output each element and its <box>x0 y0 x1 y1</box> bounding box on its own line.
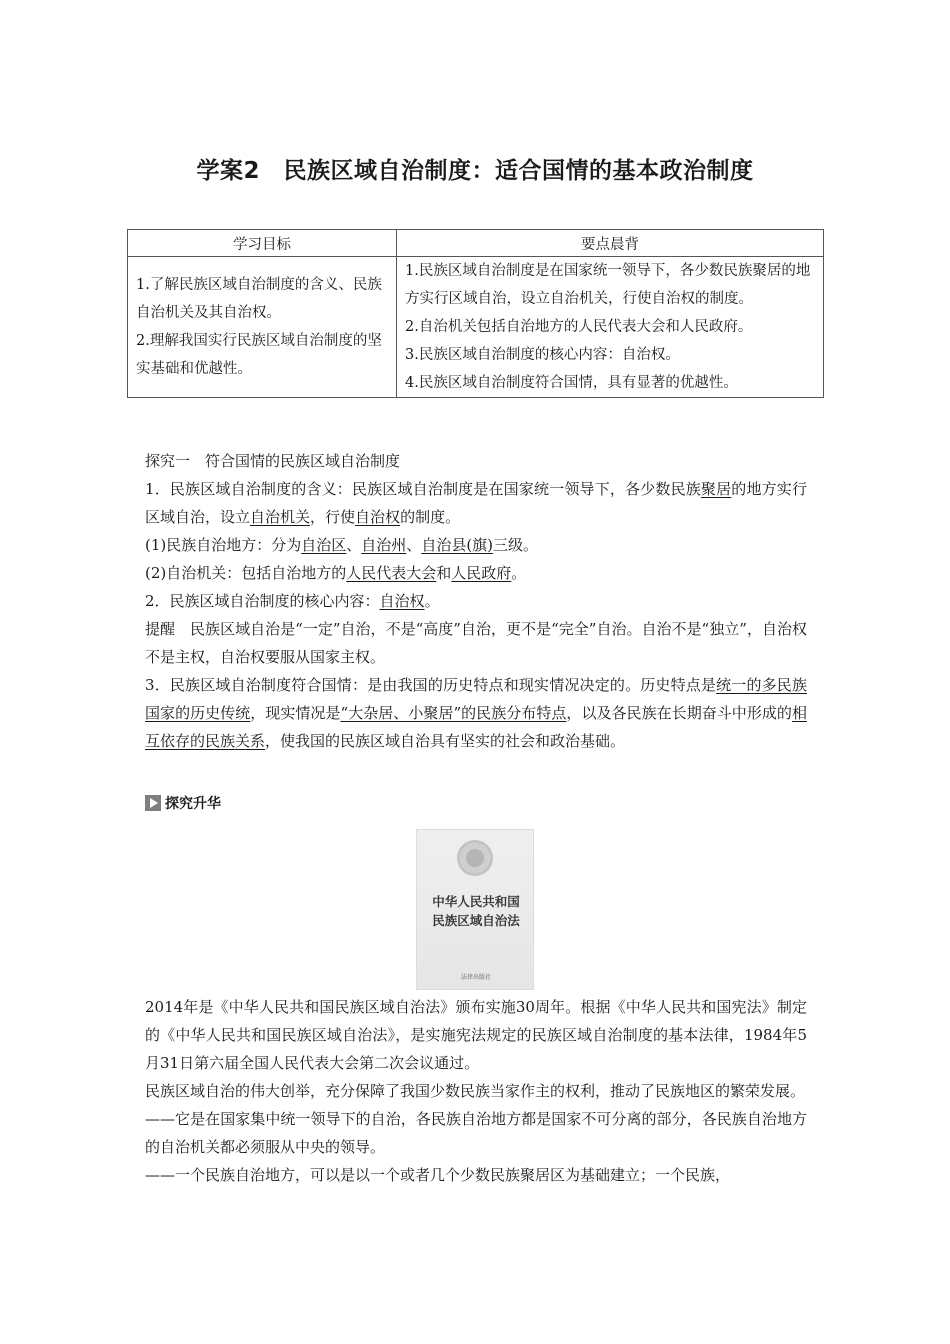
goals-cell <box>128 257 397 398</box>
underlined-term: 自治县(旗) <box>421 536 494 554</box>
paragraph: (1)民族自治地方：分为自治区、自治州、自治县(旗)三级。 <box>145 536 539 554</box>
underlined-term: 人民代表大会 <box>346 564 437 582</box>
book-title: 中华人民共和国 民族区域自治法 <box>432 894 520 928</box>
reminder-paragraph: 提醒 民族区域自治是“一定”自治，不是“高度”自治，更不是“完全”自治。自治不是“独立”，自治权不是主权，自治权要服从国家主权。 <box>145 620 807 666</box>
paragraph: 1．民族区域自治制度的含义：民族区域自治制度是在国家统一领导下，各少数民族聚居的地方实行区域自治，设立自治机关，行使自治权的制度。 <box>145 480 807 526</box>
paragraph: (2)自治机关：包括自治地方的人民代表大会和人民政府。 <box>145 564 527 582</box>
play-triangle-icon <box>145 795 161 811</box>
paragraph: ——它是在国家集中统一领导下的自治，各民族自治地方都是国家不可分离的部分，各民族自治地方的自治机关都必须服从中央的领导。 <box>145 1110 807 1156</box>
underlined-term: 自治权 <box>355 508 401 526</box>
paragraph: 3．民族区域自治制度符合国情：是由我国的历史特点和现实情况决定的。历史特点是统一的多民族国家的历史传统，现实情况是“大杂居、小聚居”的民族分布特点，以及各民族在长期奋斗中形成的相互依存的民族关系，使我国的民族区域自治具有坚实的社会和政治基础。 <box>145 676 807 750</box>
point-item: 4.民族区域自治制度符合国情，具有显著的优越性。 <box>405 375 738 391</box>
paragraph: 2．民族区域自治制度的核心内容：自治权。 <box>145 592 440 610</box>
section-two-label: 探究升华 <box>145 793 221 813</box>
points-cell <box>397 257 824 398</box>
paragraph: 民族区域自治的伟大创举，充分保障了我国少数民族当家作主的权利，推动了民族地区的繁荣发展。 <box>145 1082 806 1100</box>
book-publisher: 法律出版社 <box>460 974 491 981</box>
underlined-term: 自治权 <box>379 592 425 610</box>
underlined-term: 相互依存的民族关系 <box>145 704 807 750</box>
underlined-term: 统一的多民族国家的历史传统 <box>145 676 807 722</box>
underlined-term: 聚居 <box>700 480 732 498</box>
underlined-term: 自治机关 <box>250 508 311 526</box>
underlined-term: 人民政府 <box>451 564 512 582</box>
underlined-term: 自治区 <box>301 536 347 554</box>
point-item: 3.民族区域自治制度的核心内容：自治权。 <box>405 347 680 363</box>
objectives-table <box>127 229 824 398</box>
section-heading: 探究一 符合国情的民族区域自治制度 <box>145 452 401 470</box>
section-one <box>145 447 807 755</box>
underlined-term: “大杂居、小聚居”的民族分布特点 <box>340 704 567 722</box>
page-title: 学案2 民族区域自治制度：适合国情的基本政治制度 <box>196 158 754 184</box>
goal-item: 1.了解民族区域自治制度的含义、民族自治机关及其自治权。 <box>136 277 382 321</box>
point-item: 1.民族区域自治制度是在国家统一领导下，各少数民族聚居的地方实行区域自治，设立自治机关，行使自治权的制度。 <box>405 263 811 307</box>
table-header-points: 要点晨背 <box>397 230 824 257</box>
section-two-text <box>145 993 807 1189</box>
paragraph: ——一个民族自治地方，可以是以一个或者几个少数民族聚居区为基础建立；一个民族， <box>145 1166 731 1184</box>
book-cover-image <box>416 829 534 990</box>
underlined-term: 自治州 <box>361 536 407 554</box>
paragraph: 2014年是《中华人民共和国民族区域自治法》颁布实施30周年。根据《中华人民共和国宪法》制定的《中华人民共和国民族区域自治法》，是实施宪法规定的民族区域自治制度的基本法律，1984年5月31日第六届全国人民代表大会第二次会议通过。 <box>145 998 807 1072</box>
point-item: 2.自治机关包括自治地方的人民代表大会和人民政府。 <box>405 319 753 335</box>
goal-item: 2.理解我国实行民族区域自治制度的坚实基础和优越性。 <box>136 333 382 377</box>
table-header-goals: 学习目标 <box>128 230 397 257</box>
national-emblem-icon <box>457 840 493 876</box>
